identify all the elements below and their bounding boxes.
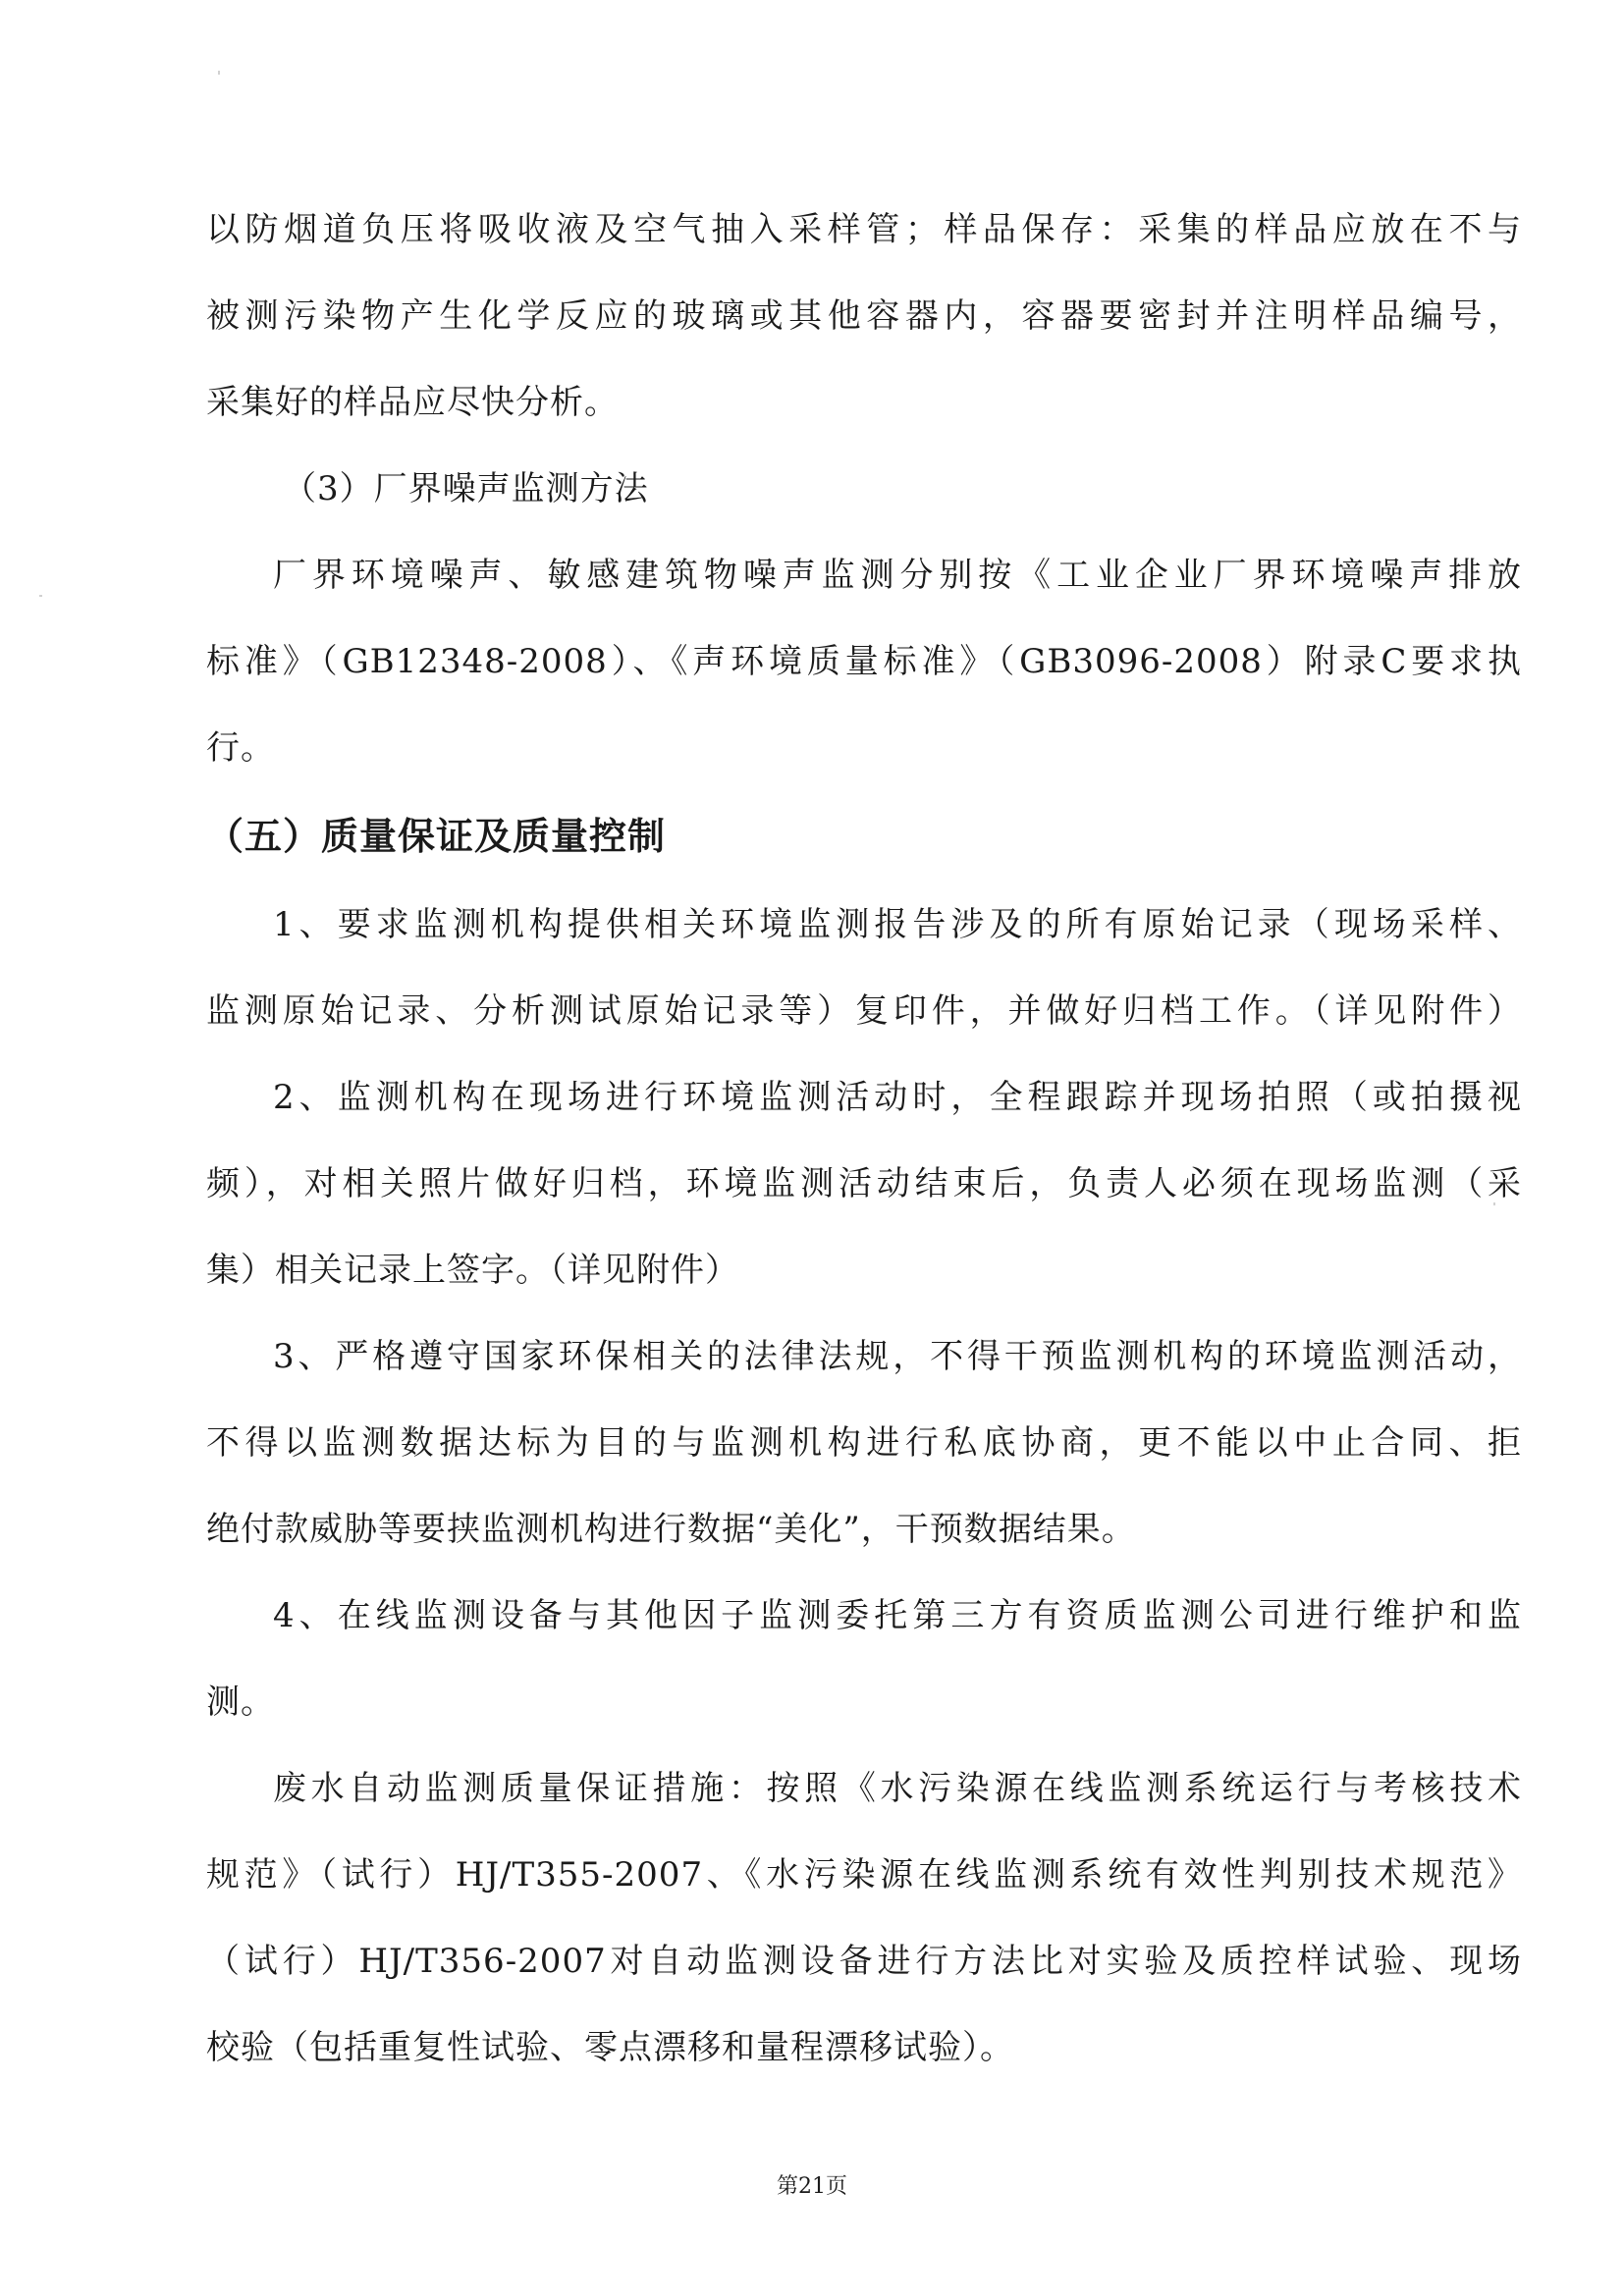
body-line: 厂界环境噪声、敏感建筑物噪声监测分别按《工业企业厂界环境噪声排放 — [273, 556, 1522, 595]
body-line: 规范》（试行）HJ/T355-2007、《水污染源在线监测系统有效性判别技术规范》 — [206, 1855, 1522, 1895]
body-line: 监测原始记录、分析测试原始记录等）复印件，并做好归档工作。（详见附件） — [206, 991, 1522, 1031]
body-line: 频），对相关照片做好归档，环境监测活动结束后，负责人必须在现场监测（采 — [206, 1164, 1522, 1203]
body-line: 集）相关记录上签字。（详见附件） — [206, 1251, 739, 1290]
body-line: 不得以监测数据达标为目的与监测机构进行私底协商，更不能以中止合同、拒 — [206, 1423, 1522, 1463]
section-heading: （五）质量保证及质量控制 — [206, 815, 667, 858]
body-line: 标准》（GB12348-2008）、《声环境质量标准》（GB3096-2008）附录C要求执 — [206, 642, 1522, 681]
body-line: 行。 — [206, 728, 275, 768]
page-number: 第21页 — [777, 2174, 847, 2199]
body-line: 被测污染物产生化学反应的玻璃或其他容器内，容器要密封并注明样品编号， — [206, 296, 1522, 336]
body-line: 废水自动监测质量保证措施：按照《水污染源在线监测系统运行与考核技术 — [273, 1769, 1522, 1808]
body-line: 3、严格遵守国家环保相关的法律法规，不得干预监测机构的环境监测活动， — [273, 1337, 1522, 1376]
scan-mark — [39, 595, 42, 597]
body-line: 采集好的样品应尽快分析。 — [206, 383, 619, 422]
subsection-title: （3）厂界噪声监测方法 — [283, 469, 649, 508]
scan-mark — [218, 71, 220, 75]
body-line: 2、监测机构在现场进行环境监测活动时，全程跟踪并现场拍照（或拍摄视 — [273, 1078, 1522, 1117]
body-line: 1、要求监测机构提供相关环境监测报告涉及的所有原始记录（现场采样、 — [273, 905, 1522, 944]
body-line: （试行）HJ/T356-2007对自动监测设备进行方法比对实验及质控样试验、现场 — [206, 1942, 1522, 1981]
body-line: 测。 — [206, 1682, 275, 1722]
document-body — [206, 187, 1522, 2091]
body-line: 绝付款威胁等要挟监测机构进行数据“美化”，干预数据结果。 — [206, 1510, 1136, 1549]
body-line: 校验（包括重复性试验、零点漂移和量程漂移试验）。 — [206, 2028, 1014, 2067]
body-line: 4、在线监测设备与其他因子监测委托第三方有资质监测公司进行维护和监 — [273, 1596, 1522, 1635]
body-line: 以防烟道负压将吸收液及空气抽入采样管；样品保存：采集的样品应放在不与 — [206, 210, 1522, 249]
